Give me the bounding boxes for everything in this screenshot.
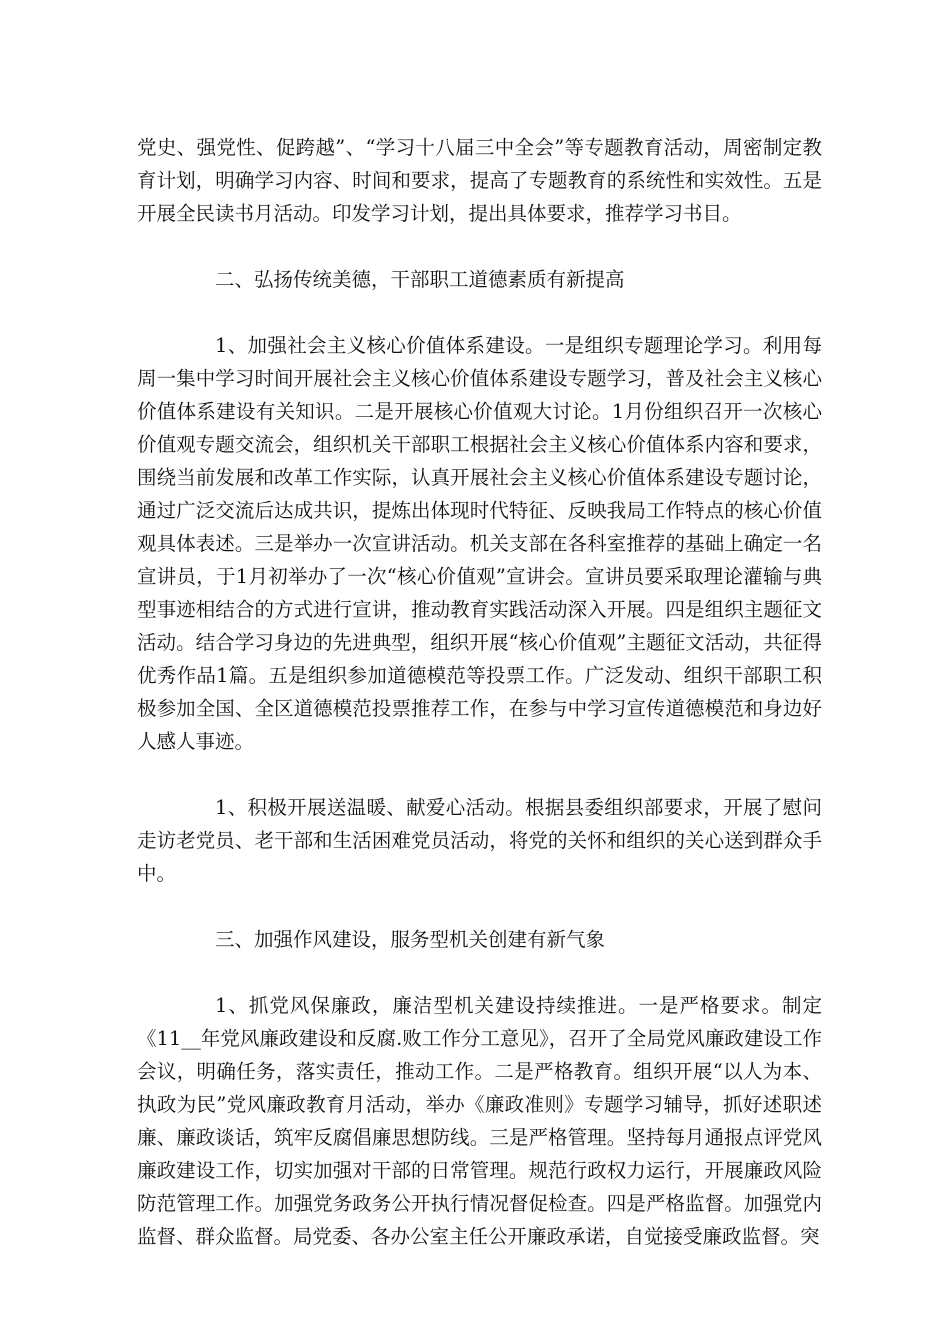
paragraph-party-discipline: 1、抓党风保廉政，廉洁型机关建设持续推进。一是严格要求。制定《11__年党风廉政建设和反腐.败工作分工意见》，召开了全局党风廉政建设工作会议，明确任务，落实责任，推动工作。二是严格教育。组织开展“以人为本、执政为民”党风廉政教育月活动，举办《廉政准则》专题学习辅导，抓好述职述廉、廉政谈话，筑牢反腐倡廉思想防线。三是严格管理。坚持每月通报点评党风廉政建设工作，切实加强对干部的日常管理。规范行政权力运行，开展廉政风险防范管理工作。加强党务政务公开执行情况督促检查。四是严格监督。加强党内监督、群众监督。局党委、各办公室主任公开廉政承诺，自觉接受廉政监督。突 [137,994,822,1248]
document-body [137,131,822,1286]
paragraph-continuation: 党史、强党性、促跨越”、“学习十八届三中全会”等专题教育活动，周密制定教育计划，明确学习内容、时间和要求，提高了专题教育的系统性和实效性。五是开展全民读书月活动。印发学习计划，提出具体要求，推荐学习书目。 [137,136,822,225]
section-heading-3: 三、加强作风建设，服务型机关创建有新气象 [215,928,606,951]
paragraph-warmth-activities: 1、积极开展送温暖、献爱心活动。根据县委组织部要求，开展了慰问走访老党员、老干部和生活困难党员活动，将党的关怀和组织的关心送到群众手中。 [137,796,822,885]
section-heading-2: 二、弘扬传统美德，干部职工道德素质有新提高 [215,268,625,291]
paragraph-core-values: 1、加强社会主义核心价值体系建设。一是组织专题理论学习。利用每周一集中学习时间开展社会主义核心价值体系建设专题学习，普及社会主义核心价值体系建设有关知识。二是开展核心价值观大讨论。1月份组织召开一次核心价值观专题交流会，组织机关干部职工根据社会主义核心价值体系内容和要求，围绕当前发展和改革工作实际，认真开展社会主义核心价值体系建设专题讨论，通过广泛交流后达成共识，提炼出体现时代特征、反映我局工作特点的核心价值观具体表述。三是举办一次宣讲活动。机关支部在各科室推荐的基础上确定一名宣讲员，于1月初举办了一次“核心价值观”宣讲会。宣讲员要采取理论灌输与典型事迹相结合的方式进行宣讲，推动教育实践活动深入开展。四是组织主题征文活动。结合学习身边的先进典型，组织开展“核心价值观”主题征文活动，共征得优秀作品1篇。五是组织参加道德模范等投票工作。广泛发动、组织干部职工积极参加全国、全区道德模范投票推荐工作，在参与中学习宣传道德模范和身边好人感人事迹。 [137,334,822,753]
